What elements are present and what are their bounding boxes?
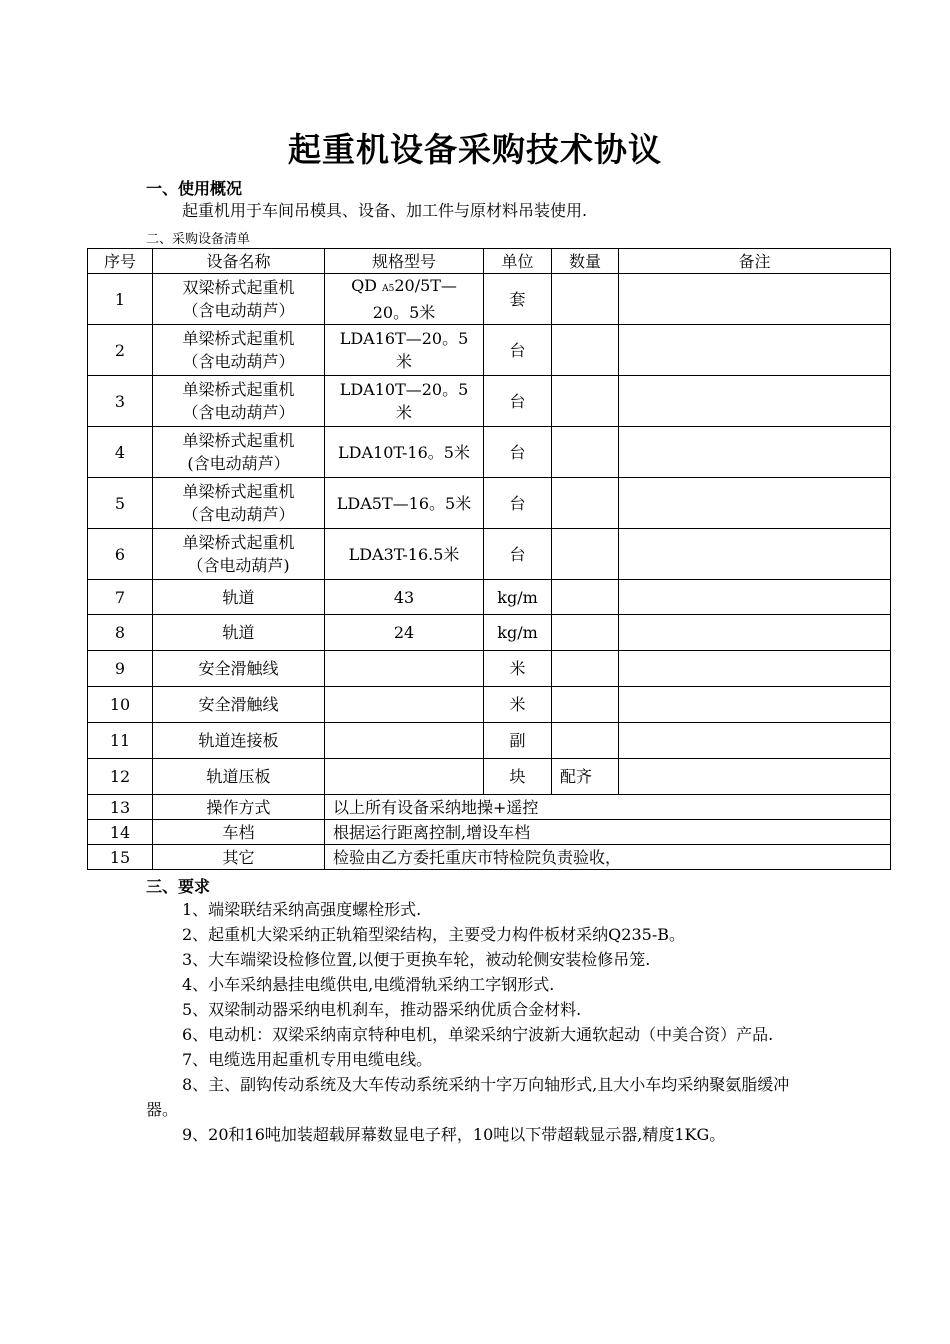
requirement-item: 9、20和16吨加装超载屏幕数显电子秤，10吨以下带超载显示器,精度1KG。 <box>182 1125 726 1144</box>
requirements-list <box>146 897 810 1147</box>
cell-name <box>153 325 325 376</box>
name-line2: （含电动葫芦） <box>182 301 295 320</box>
cell-no: 8 <box>88 615 153 651</box>
name-line1: 单梁桥式起重机 <box>182 380 295 399</box>
cell-unit: kg/m <box>484 580 552 615</box>
cell-no: 7 <box>88 580 153 615</box>
section1-text: 起重机用于车间吊模具、设备、加工件与原材料吊装使用. <box>182 201 588 220</box>
header-cell: 序号 <box>88 249 153 274</box>
section3-heading: 三、要求 <box>146 877 211 896</box>
cell-name <box>153 274 325 325</box>
cell-note <box>619 580 891 615</box>
table-row <box>88 651 891 687</box>
cell-note <box>619 274 891 325</box>
requirement-item: 6、电动机：双梁采纳南京特种电机，单梁采纳宁波新大通软起动（中美合资）产品. <box>182 1025 774 1044</box>
cell-no: 15 <box>88 845 153 870</box>
document-title: 起重机设备采购技术协议 <box>288 130 662 169</box>
name-line1: 单梁桥式起重机 <box>182 533 295 552</box>
table-row <box>88 427 891 478</box>
header-cell: 设备名称 <box>153 249 325 274</box>
cell-unit: 台 <box>484 376 552 427</box>
table-row <box>88 615 891 651</box>
table-row <box>88 325 891 376</box>
cell-qty <box>552 615 619 651</box>
requirement-item: 1、端梁联结采纳高强度螺栓形式. <box>182 900 422 919</box>
cell-merged-description: 检验由乙方委托重庆市特检院负责验收， <box>325 845 891 870</box>
section2-heading: 二、采购设备清单 <box>146 232 251 247</box>
cell-name: 安全滑触线 <box>153 651 325 687</box>
cell-name <box>153 529 325 580</box>
section1-heading: 一、使用概况 <box>146 179 243 198</box>
cell-no: 4 <box>88 427 153 478</box>
cell-no: 5 <box>88 478 153 529</box>
name-line1: 双梁桥式起重机 <box>182 278 295 297</box>
cell-note <box>619 325 891 376</box>
cell-spec: 43 <box>325 580 484 615</box>
table-row <box>88 529 891 580</box>
cell-qty <box>552 651 619 687</box>
cell-spec <box>325 325 484 376</box>
spec-suffix: 20/5T— <box>394 276 457 295</box>
cell-note <box>619 427 891 478</box>
spec-line2: 20。5米 <box>372 303 436 322</box>
spec-line1: LDA16T—20。5 <box>339 329 469 348</box>
cell-qty: 配齐 <box>552 759 619 795</box>
cell-spec <box>325 376 484 427</box>
cell-name: 轨道连接板 <box>153 723 325 759</box>
table-row <box>88 274 891 325</box>
cell-unit: 台 <box>484 529 552 580</box>
spec-line1: LDA10T—20。5 <box>339 380 469 399</box>
cell-unit: 副 <box>484 723 552 759</box>
cell-qty <box>552 376 619 427</box>
table-header-row <box>88 249 891 274</box>
requirement-item: 4、小车采纳悬挂电缆供电,电缆滑轨采纳工字钢形式. <box>182 975 555 994</box>
cell-qty <box>552 325 619 376</box>
table-row <box>88 845 891 870</box>
cell-note <box>619 759 891 795</box>
cell-name <box>153 427 325 478</box>
cell-no: 11 <box>88 723 153 759</box>
spec-line2: 米 <box>395 403 412 422</box>
cell-note <box>619 687 891 723</box>
cell-unit: 米 <box>484 651 552 687</box>
cell-no: 3 <box>88 376 153 427</box>
cell-note <box>619 529 891 580</box>
cell-merged-description: 以上所有设备采纳地操+遥控 <box>325 795 891 820</box>
cell-no: 2 <box>88 325 153 376</box>
cell-unit: 台 <box>484 478 552 529</box>
table-row <box>88 820 891 845</box>
header-cell: 数量 <box>552 249 619 274</box>
spec-subscript: A5 <box>382 284 395 294</box>
equipment-table <box>87 248 891 870</box>
cell-name <box>153 478 325 529</box>
name-line2: (含电动葫芦） <box>187 454 290 473</box>
cell-unit: 米 <box>484 687 552 723</box>
header-cell: 备注 <box>619 249 891 274</box>
cell-no: 9 <box>88 651 153 687</box>
table-row <box>88 376 891 427</box>
cell-qty <box>552 427 619 478</box>
cell-unit: 块 <box>484 759 552 795</box>
table-row <box>88 723 891 759</box>
cell-name: 操作方式 <box>153 795 325 820</box>
cell-unit: 台 <box>484 427 552 478</box>
cell-spec <box>325 759 484 795</box>
cell-name: 车档 <box>153 820 325 845</box>
cell-qty <box>552 529 619 580</box>
cell-unit: 套 <box>484 274 552 325</box>
cell-name <box>153 376 325 427</box>
requirement-item: 3、大车端梁设检修位置,以便于更换车轮，被动轮侧安装检修吊笼. <box>182 950 651 969</box>
cell-spec: LDA3T-16.5米 <box>325 529 484 580</box>
cell-spec <box>325 274 484 325</box>
name-line2: （含电动葫芦） <box>182 352 295 371</box>
name-line1: 单梁桥式起重机 <box>182 482 295 501</box>
table-row <box>88 795 891 820</box>
cell-spec: LDA5T—16。5米 <box>325 478 484 529</box>
table-row <box>88 478 891 529</box>
cell-name: 轨道 <box>153 615 325 651</box>
cell-no: 1 <box>88 274 153 325</box>
requirement-item: 8、主、副钩传动系统及大车传动系统采纳十字万向轴形式,且大小车均采纳聚氨脂缓冲器。 <box>146 1075 790 1119</box>
cell-name: 安全滑触线 <box>153 687 325 723</box>
table-row <box>88 687 891 723</box>
cell-spec <box>325 651 484 687</box>
cell-merged-description: 根据运行距离控制,增设车档 <box>325 820 891 845</box>
cell-unit: kg/m <box>484 615 552 651</box>
cell-spec <box>325 687 484 723</box>
name-line2: （含电动葫芦) <box>187 556 290 575</box>
cell-spec: 24 <box>325 615 484 651</box>
cell-name: 其它 <box>153 845 325 870</box>
cell-unit: 台 <box>484 325 552 376</box>
cell-note <box>619 478 891 529</box>
cell-name: 轨道 <box>153 580 325 615</box>
table-row <box>88 759 891 795</box>
requirement-item: 2、起重机大梁采纳正轨箱型梁结构，主要受力构件板材采纳Q235-B。 <box>182 925 686 944</box>
cell-no: 6 <box>88 529 153 580</box>
table-row <box>88 580 891 615</box>
requirement-item: 7、电缆选用起重机专用电缆电线。 <box>182 1050 433 1069</box>
cell-note <box>619 651 891 687</box>
cell-name: 轨道压板 <box>153 759 325 795</box>
spec-line2: 米 <box>395 352 412 371</box>
cell-qty <box>552 274 619 325</box>
cell-qty <box>552 580 619 615</box>
cell-no: 12 <box>88 759 153 795</box>
name-line1: 单梁桥式起重机 <box>182 431 295 450</box>
cell-note <box>619 723 891 759</box>
name-line1: 单梁桥式起重机 <box>182 329 295 348</box>
spec-prefix: QD <box>351 276 383 295</box>
cell-note <box>619 376 891 427</box>
cell-qty <box>552 723 619 759</box>
cell-qty <box>552 687 619 723</box>
name-line2: （含电动葫芦） <box>182 403 295 422</box>
cell-note <box>619 615 891 651</box>
cell-qty <box>552 478 619 529</box>
header-cell: 单位 <box>484 249 552 274</box>
cell-spec <box>325 723 484 759</box>
name-line2: （含电动葫芦） <box>182 505 295 524</box>
cell-no: 10 <box>88 687 153 723</box>
cell-no: 13 <box>88 795 153 820</box>
header-cell: 规格型号 <box>325 249 484 274</box>
cell-spec: LDA10T-16。5米 <box>325 427 484 478</box>
requirement-item: 5、双梁制动器采纳电机刹车，推动器采纳优质合金材料. <box>182 1000 582 1019</box>
cell-no: 14 <box>88 820 153 845</box>
